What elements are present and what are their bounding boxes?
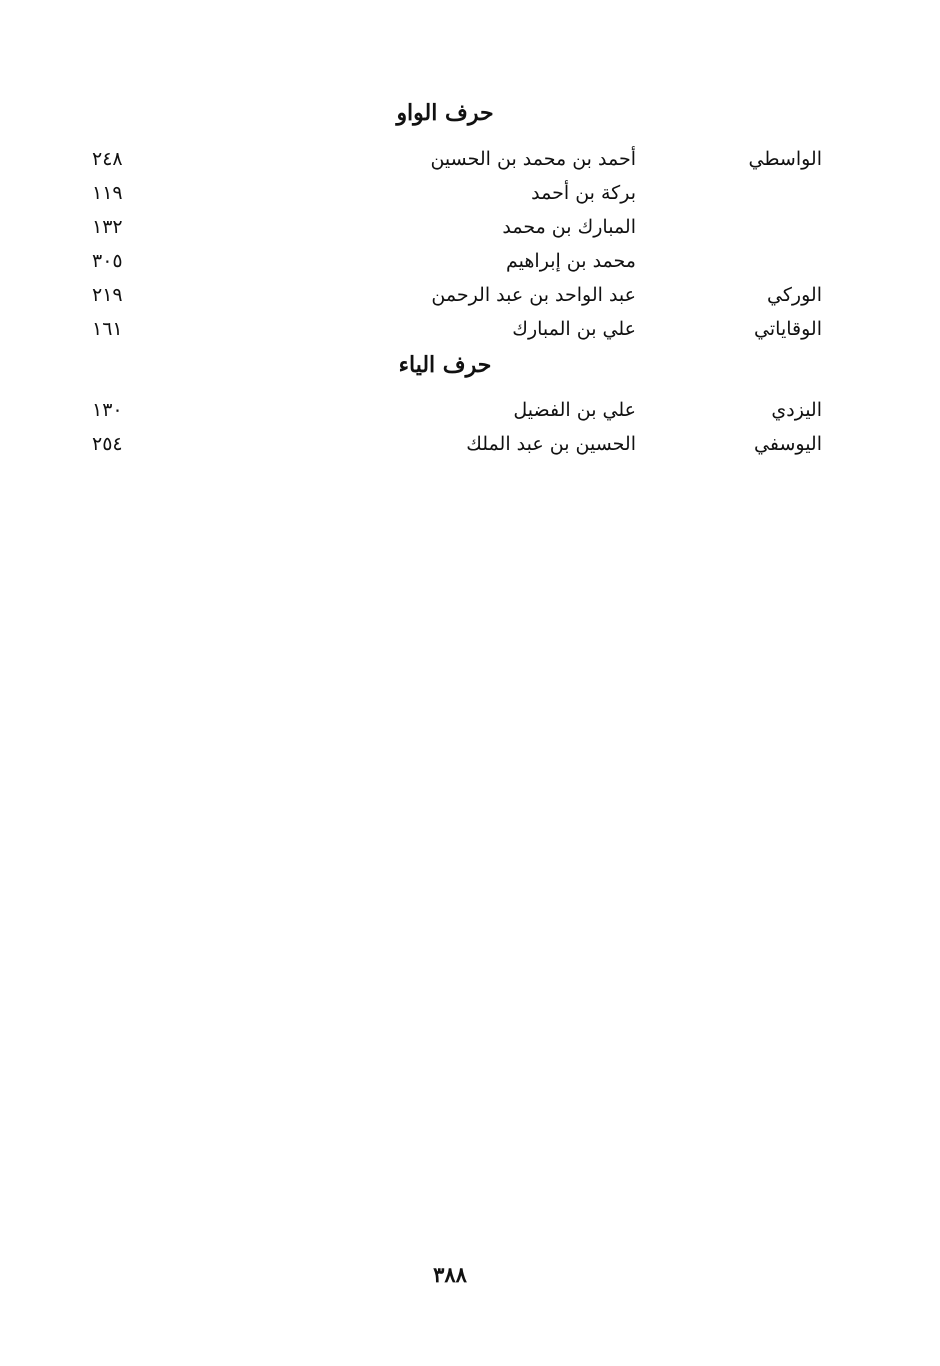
entry-nisba: الوقاياتي bbox=[754, 318, 822, 340]
entry-name: المبارك بن محمد bbox=[502, 216, 636, 238]
index-entry bbox=[0, 397, 940, 431]
entry-name: الحسين بن عبد الملك bbox=[466, 433, 636, 455]
entry-page-reference: ١٦١ bbox=[92, 318, 123, 340]
index-entry bbox=[0, 146, 940, 180]
entry-name: علي بن المبارك bbox=[512, 318, 636, 340]
index-list-ya bbox=[0, 397, 940, 465]
entry-page-reference: ١٣٠ bbox=[92, 399, 123, 421]
index-entry bbox=[0, 282, 940, 316]
entry-nisba: الوركي bbox=[767, 284, 822, 306]
entry-nisba: اليوسفي bbox=[754, 433, 822, 455]
entry-page-reference: ٢١٩ bbox=[92, 284, 123, 306]
entry-page-reference: ٢٤٨ bbox=[92, 148, 123, 170]
index-entry bbox=[0, 214, 940, 248]
entry-name: بركة بن أحمد bbox=[531, 182, 636, 204]
entry-page-reference: ٢٥٤ bbox=[92, 433, 123, 455]
index-entry bbox=[0, 431, 940, 465]
index-entry bbox=[0, 316, 940, 350]
section-title-waw: حرف الواو bbox=[396, 100, 494, 126]
index-entry bbox=[0, 248, 940, 282]
entry-name: أحمد بن محمد بن الحسين bbox=[430, 148, 636, 170]
section-title-ya: حرف الياء bbox=[398, 352, 492, 378]
entry-nisba: الواسطي bbox=[748, 148, 822, 170]
page-number: ٣٨٨ bbox=[433, 1262, 467, 1287]
entry-page-reference: ١١٩ bbox=[92, 182, 123, 204]
entry-name: علي بن الفضيل bbox=[513, 399, 636, 421]
index-list-waw bbox=[0, 146, 940, 350]
entry-name: محمد بن إبراهيم bbox=[506, 250, 636, 272]
entry-page-reference: ٣٠٥ bbox=[92, 250, 123, 272]
index-entry bbox=[0, 180, 940, 214]
entry-name: عبد الواحد بن عبد الرحمن bbox=[431, 284, 636, 306]
entry-page-reference: ١٣٢ bbox=[92, 216, 123, 238]
entry-nisba: اليزدي bbox=[771, 399, 822, 421]
